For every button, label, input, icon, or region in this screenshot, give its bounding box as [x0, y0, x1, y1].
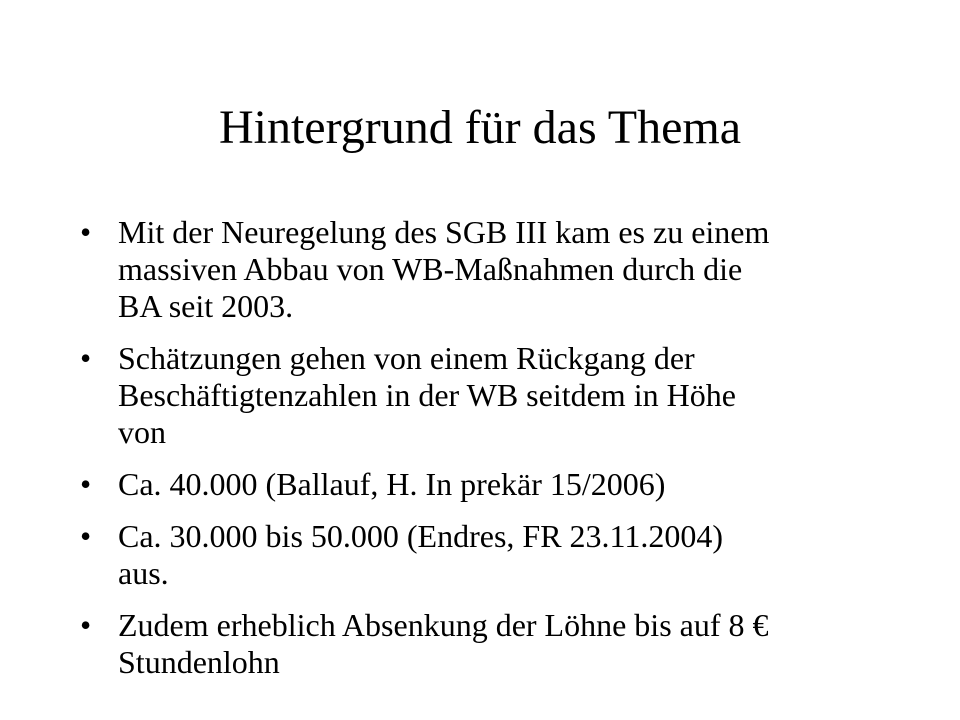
bullet-item-4 [80, 518, 870, 592]
bullet-item-3 [80, 466, 870, 503]
bullet-item-2 [80, 340, 870, 451]
bullet-icon: • [80, 214, 92, 250]
bullet-text [118, 607, 870, 681]
bullet-line: Mit der Neuregelung des SGB III kam es zu einem [118, 214, 770, 250]
slide-title: Hintergrund für das Thema [218, 101, 742, 154]
bullet-text [118, 214, 870, 325]
bullet-icon: • [80, 518, 92, 554]
bullet-line: BA seit 2003. [118, 288, 294, 324]
bullet-item-1 [80, 214, 870, 325]
bullet-line: Beschäftigtenzahlen in der WB seitdem in Höhe [118, 377, 736, 413]
bullet-line: Zudem erheblich Absenkung der Löhne bis auf 8 € [118, 607, 769, 643]
bullet-text [118, 518, 870, 592]
bullet-item-5 [80, 607, 870, 681]
bullet-text [118, 466, 870, 503]
bullet-line: von [118, 414, 166, 450]
bullet-icon: • [80, 340, 92, 376]
bullet-icon: • [80, 466, 92, 502]
bullet-list [80, 214, 870, 696]
bullet-icon: • [80, 607, 92, 643]
bullet-line: Schätzungen gehen von einem Rückgang der [118, 340, 695, 376]
bullet-line: Ca. 30.000 bis 50.000 (Endres, FR 23.11.2004) [118, 518, 724, 554]
bullet-line: aus. [118, 555, 169, 591]
bullet-line: Ca. 40.000 (Ballauf, H. In prekär 15/2006) [118, 466, 666, 502]
bullet-text [118, 340, 870, 451]
bullet-line: Stundenlohn [118, 644, 280, 680]
bullet-line: massiven Abbau von WB-Maßnahmen durch die [118, 251, 743, 287]
